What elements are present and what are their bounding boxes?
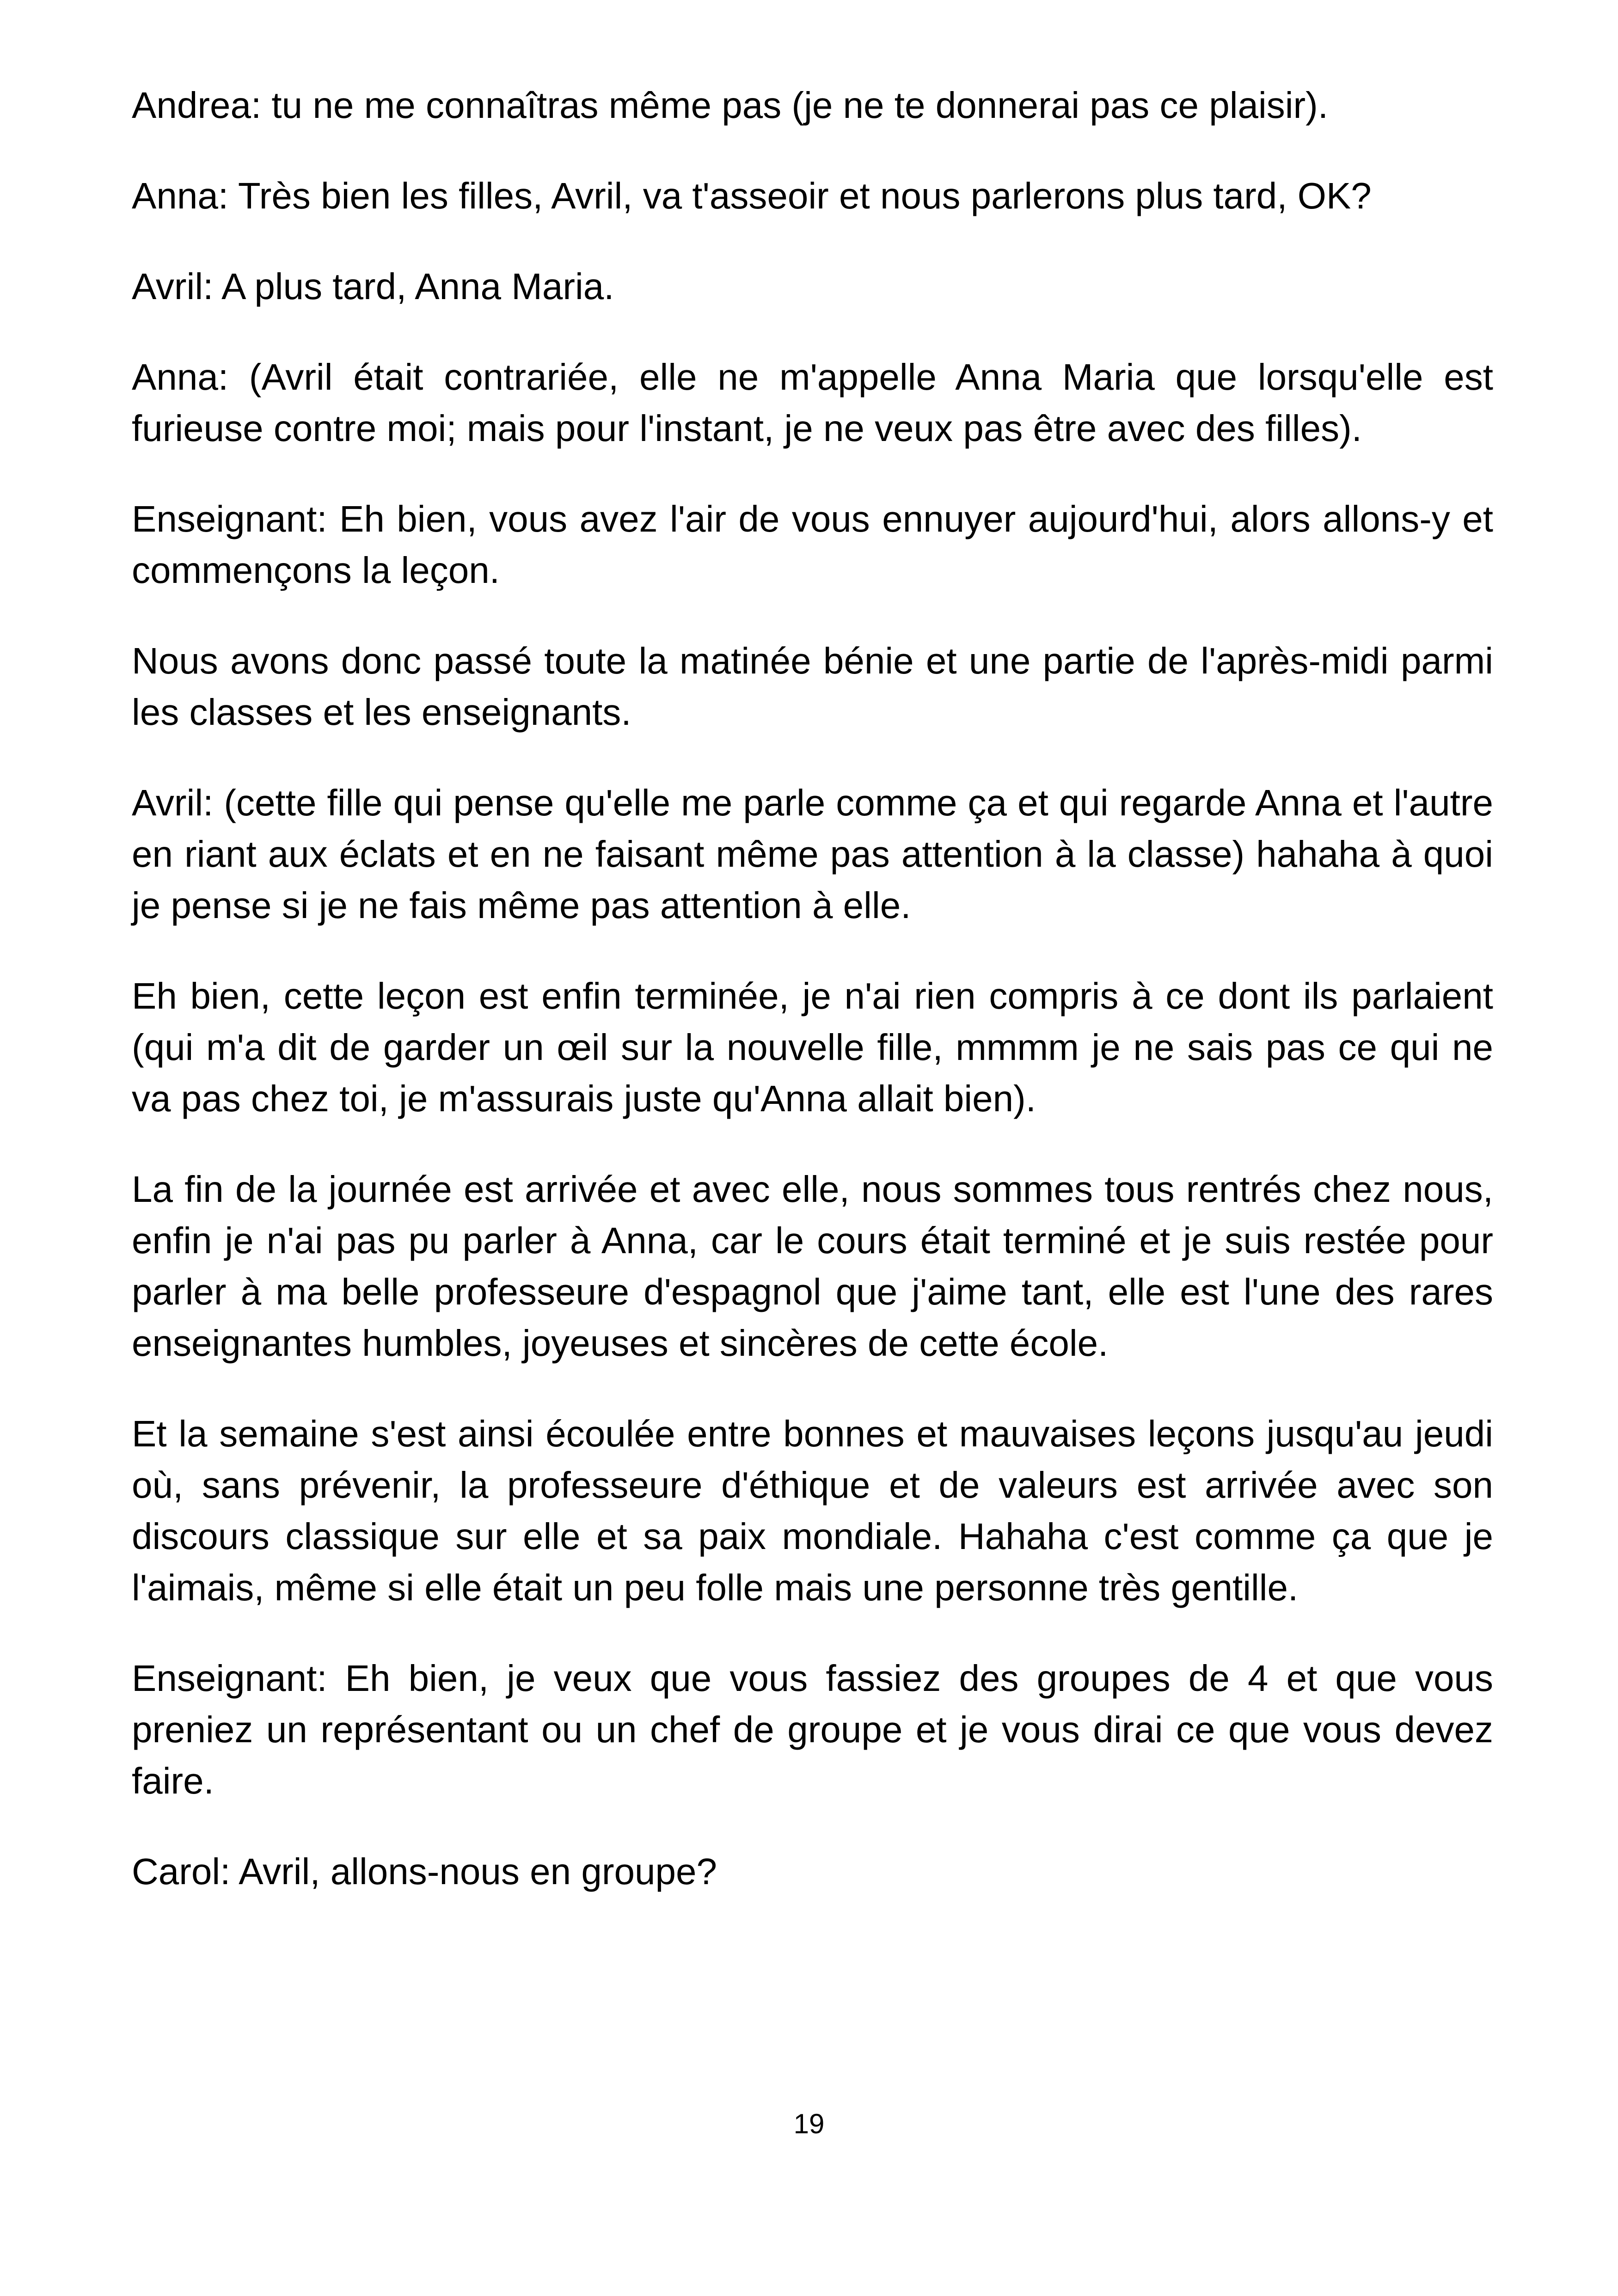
paragraph-narration-2: Eh bien, cette leçon est enfin terminée, je n'ai rien compris à ce dont ils parlaient (qui m'a dit de garder un œil sur la nouvelle fille, mmmm je ne sais pas ce qui ne va pas chez toi, je m'assurais juste qu'Anna allait bien).	[132, 975, 1493, 1119]
paragraph-anna-2: Anna: (Avril était contrariée, elle ne m'appelle Anna Maria que lorsqu'elle est furieuse contre moi; mais pour l'instant, je ne veux pas être avec des filles).	[132, 356, 1493, 449]
page-number: 19	[793, 2108, 825, 2139]
paragraph-narration-1: Nous avons donc passé toute la matinée bénie et une partie de l'après-midi parmi les classes et les enseignants.	[132, 640, 1493, 733]
paragraph-anna-1: Anna: Très bien les filles, Avril, va t'asseoir et nous parlerons plus tard, OK?	[132, 175, 1372, 216]
paragraph-carol: Carol: Avril, allons-nous en groupe?	[132, 1851, 717, 1892]
paragraph-narration-4: Et la semaine s'est ainsi écoulée entre bonnes et mauvaises leçons jusqu'au jeudi où, sans prévenir, la professeure d'éthique et de valeurs est arrivée avec son discours classique sur elle et sa paix mondiale. Hahaha c'est comme ça que je l'aimais, même si elle était un peu folle mais une personne très gentille.	[132, 1413, 1493, 1608]
paragraph-andrea: Andrea: tu ne me connaîtras même pas (je ne te donnerai pas ce plaisir).	[132, 85, 1329, 126]
paragraph-avril-2: Avril: (cette fille qui pense qu'elle me parle comme ça et qui regarde Anna et l'autre en riant aux éclats et en ne faisant même pas attention à la classe) hahaha à quoi je pense si je ne fais même pas attention à elle.	[132, 782, 1493, 926]
paragraph-avril-1: Avril: A plus tard, Anna Maria.	[132, 266, 614, 307]
paragraph-enseignant-2: Enseignant: Eh bien, je veux que vous fassiez des groupes de 4 et que vous preniez un représentant ou un chef de groupe et je vous dirai ce que vous devez faire.	[132, 1658, 1493, 1801]
paragraph-enseignant-1: Enseignant: Eh bien, vous avez l'air de vous ennuyer aujourd'hui, alors allons-y et commençons la leçon.	[132, 498, 1493, 591]
paragraph-narration-3: La fin de la journée est arrivée et avec elle, nous sommes tous rentrés chez nous, enfin je n'ai pas pu parler à Anna, car le cours était terminé et je suis restée pour parler à ma belle professeure d'espagnol que j'aime tant, elle est l'une des rares enseignantes humbles, joyeuses et sincères de cette école.	[132, 1169, 1493, 1364]
body-text	[132, 80, 1493, 1936]
